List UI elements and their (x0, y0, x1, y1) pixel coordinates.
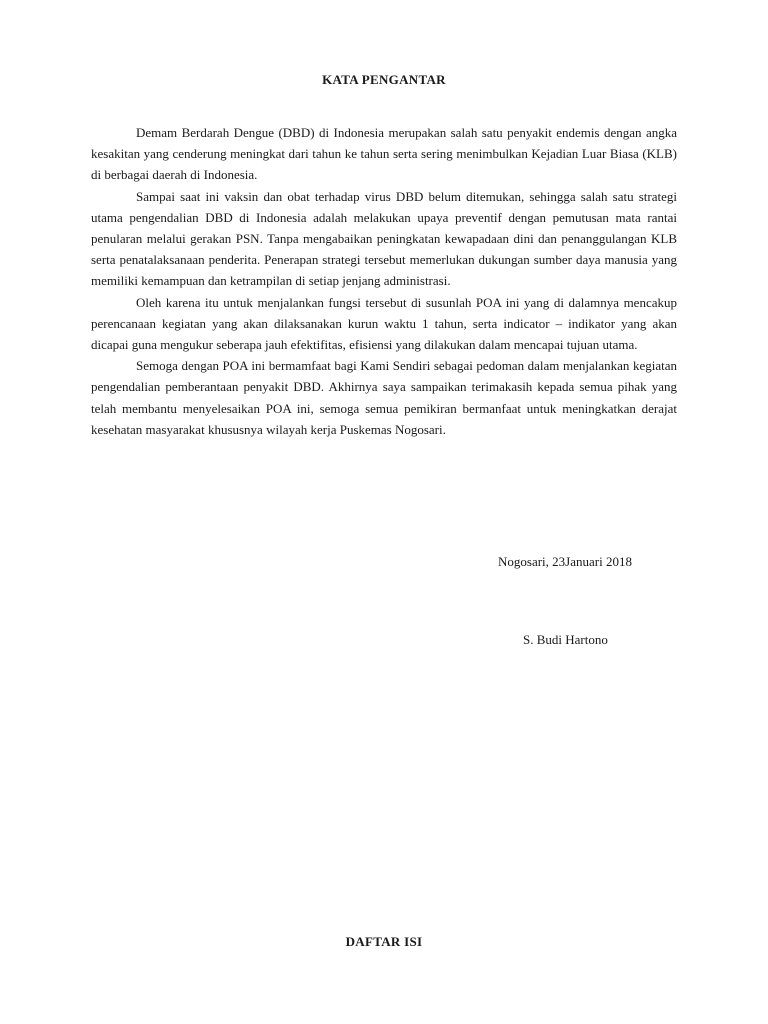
paragraph-2: Sampai saat ini vaksin dan obat terhadap virus DBD belum ditemukan, sehingga salah satu strategi utama pengendalian DBD di Indonesia adalah melakukan upaya preventif dengan pemutusan mata rantai penularan melalui gerakan PSN. Tanpa mengabaikan peningkatan kewapadaan dini dan penanggulangan KLB serta penatalaksanaan penderita. Penerapan strategi tersebut memerlukan dukungan sumber daya manusia yang memiliki kemampuan dan ketrampilan di setiap jenjang administrasi. (91, 188, 677, 289)
toc-title: DAFTAR ISI (345, 934, 423, 949)
place-date: Nogosari, 23Januari 2018 (498, 554, 632, 569)
paragraph-3: Oleh karena itu untuk menjalankan fungsi tersebut di susunlah POA ini yang di dalamnya mencakup perencanaan kegiatan yang akan dilaksanakan kurun waktu 1 tahun, serta indicator – indikator yang akan dicapai guna mengukur seberapa jauh efektifitas, efisiensi yang dilakukan dalam mencapai tujuan utama. (91, 294, 677, 353)
paragraph-1: Demam Berdarah Dengue (DBD) di Indonesia merupakan salah satu penyakit endemis dengan angka kesakitan yang cenderung meningkat dari tahun ke tahun serta sering menimbulkan Kejadian Luar Biasa (KLB) di berbagai daerah di Indonesia. (91, 125, 677, 183)
signer-name: S. Budi Hartono (523, 632, 608, 647)
body-text (91, 122, 677, 440)
page-title: KATA PENGANTAR (322, 72, 446, 87)
paragraph-4: Semoga dengan POA ini bermamfaat bagi Kami Sendiri sebagai pedoman dalam menjalankan kegiatan pengendalian pemberantaan penyakit DBD. Akhirnya saya sampaikan terimakasih kepada semua pihak yang telah membantu menyelesaikan POA ini, semoga semua pemikiran bermanfaat untuk meningkatkan derajat kesehatan masyarakat khususnya wilayah kerja Puskemas Nogosari. (91, 358, 677, 437)
